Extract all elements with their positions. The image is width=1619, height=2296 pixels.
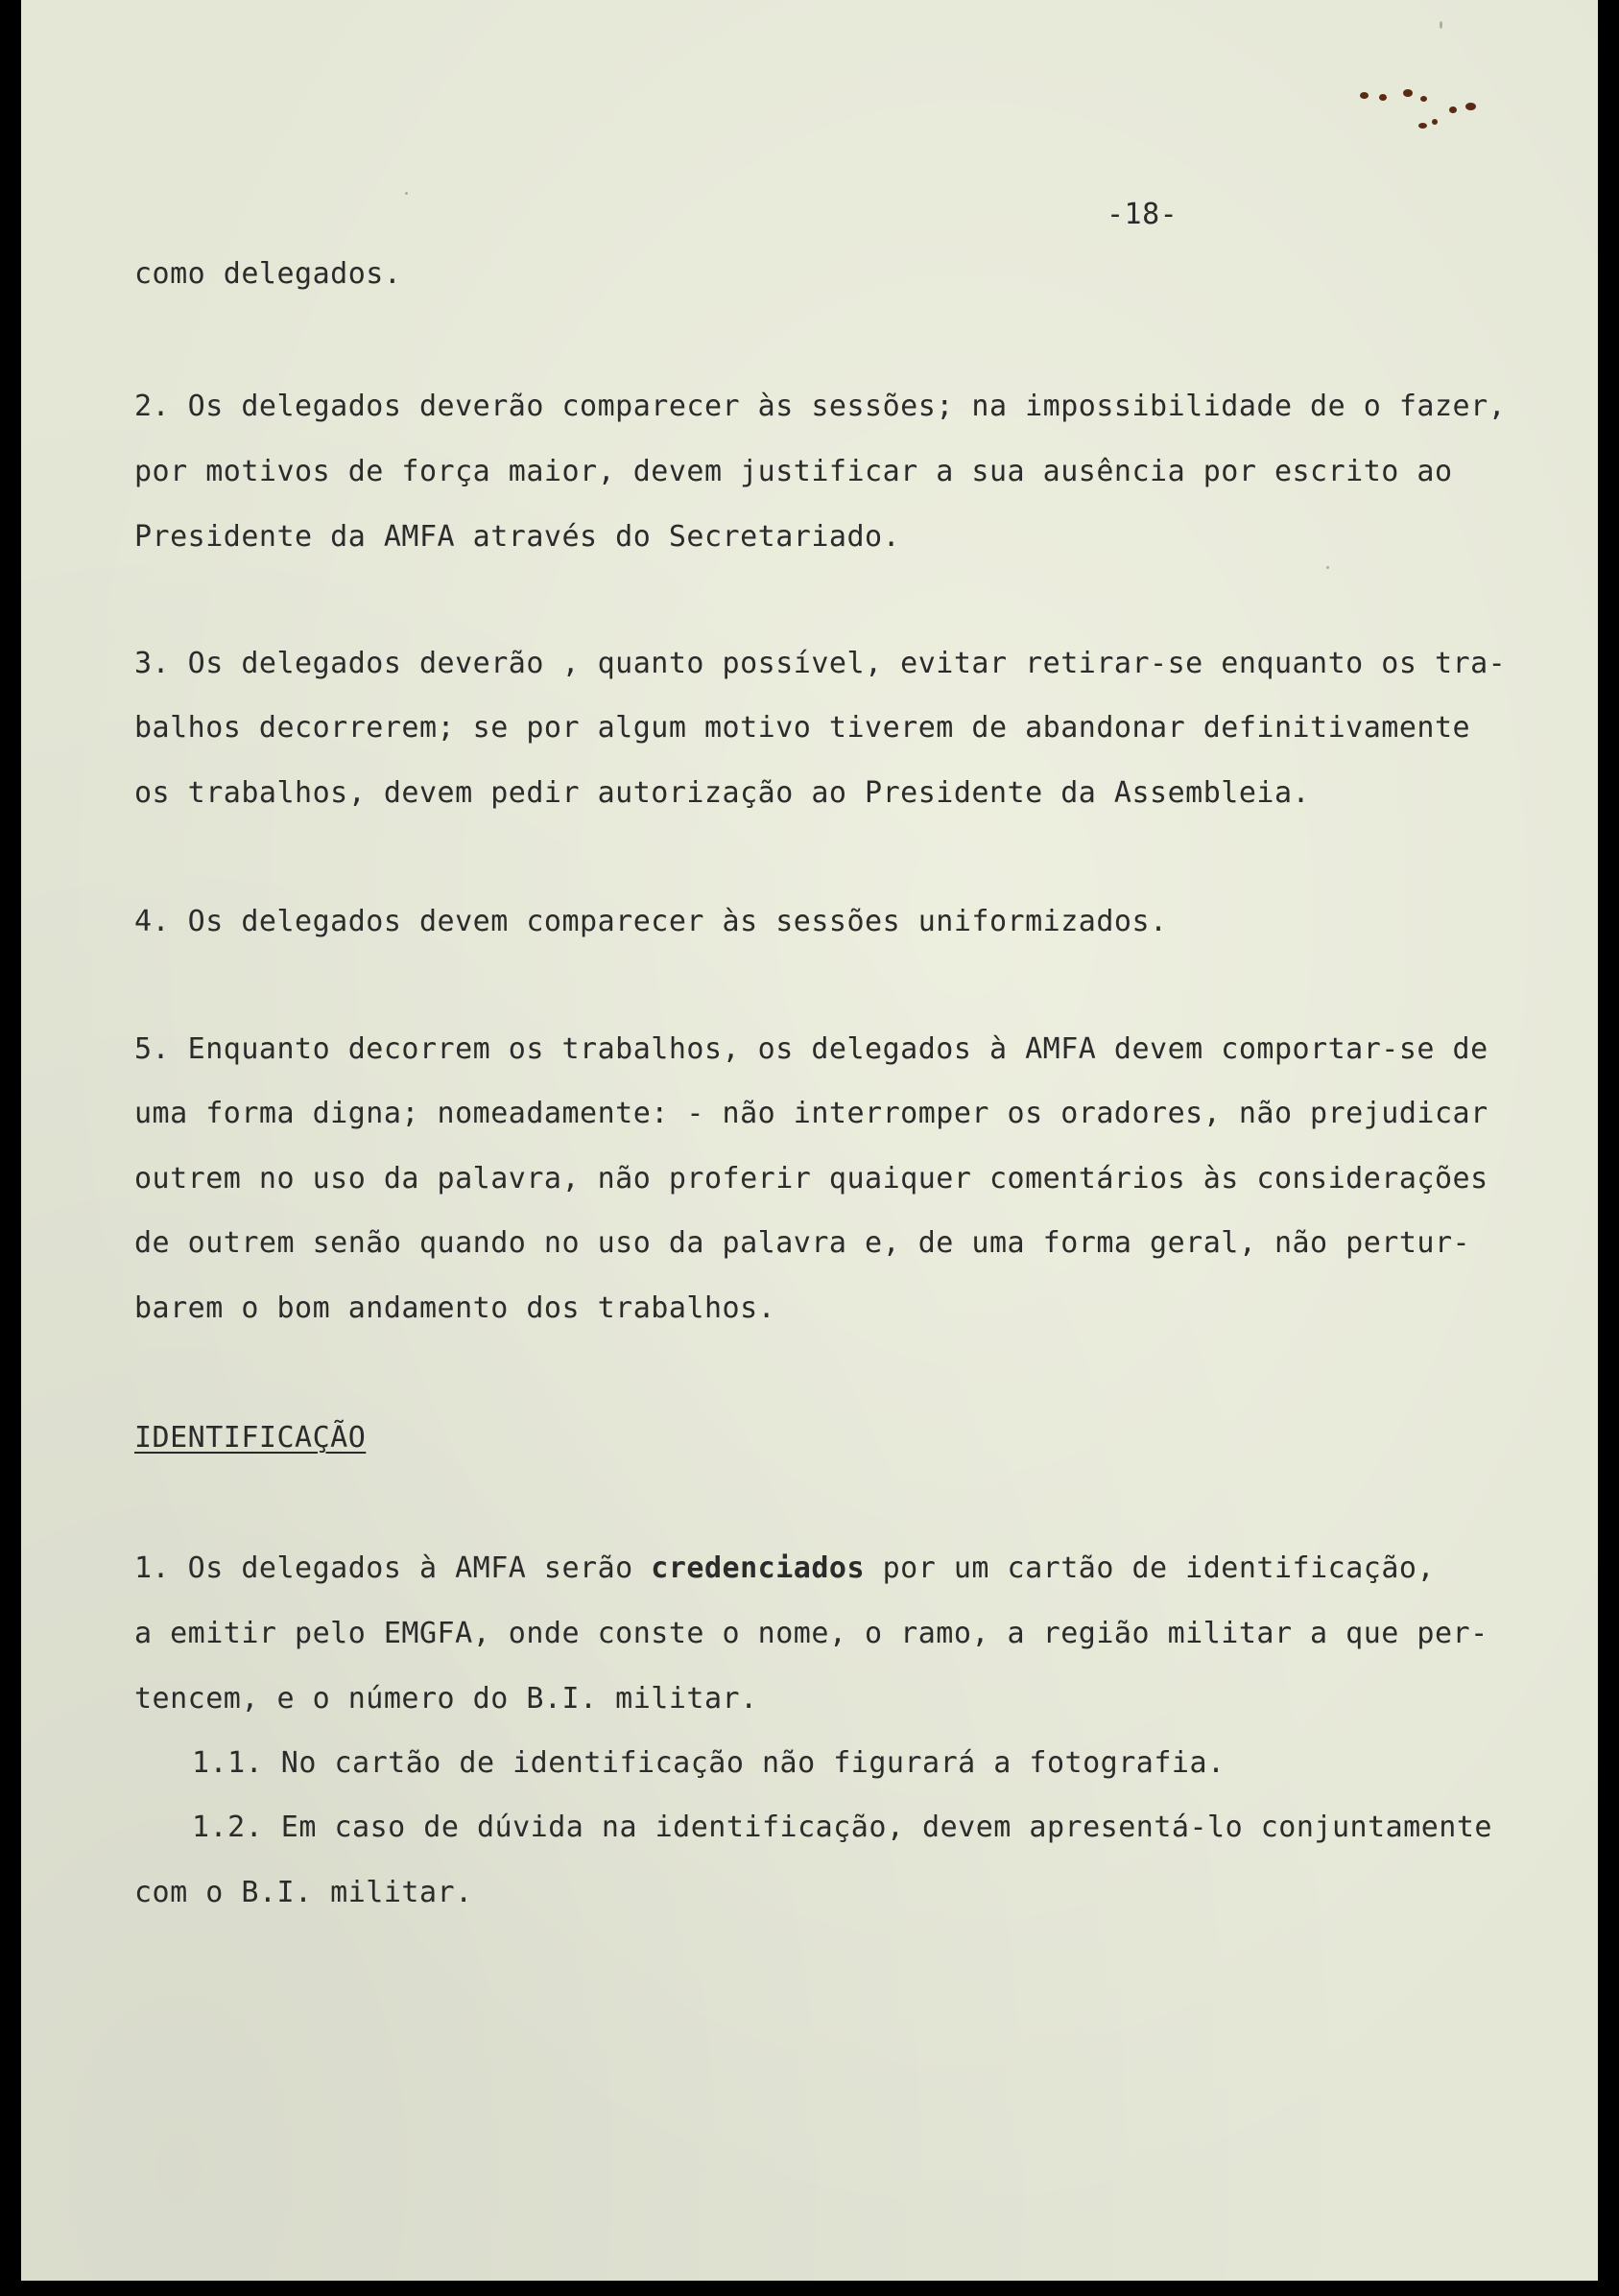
- text-line: tencem, e o número do B.I. militar.: [134, 1682, 758, 1716]
- text-line: 3. Os delegados deverão , quanto possível, evitar retirar-se enquanto os tra-: [134, 647, 1507, 680]
- ink-stain: [1379, 94, 1387, 101]
- paper-speck: [405, 192, 408, 195]
- text-line: a emitir pelo EMGFA, onde conste o nome, o ramo, a região militar a que per-: [134, 1617, 1488, 1650]
- ink-stain: [1403, 89, 1413, 97]
- text-line: com o B.I. militar.: [134, 1876, 473, 1909]
- text-line: 4. Os delegados devem comparecer às sessões uniformizados.: [134, 905, 1168, 938]
- text-line: os trabalhos, devem pedir autorização ao Presidente da Assembleia.: [134, 776, 1311, 810]
- text-line: 1.1. No cartão de identificação não figurará a fotografia.: [192, 1746, 1226, 1780]
- text-line: balhos decorrerem; se por algum motivo tiverem de abandonar definitivamente: [134, 711, 1471, 745]
- ink-stain: [1432, 119, 1438, 125]
- section-heading: IDENTIFICAÇÃO: [134, 1421, 367, 1455]
- text-line: [134, 1551, 1436, 1585]
- paper-speck: [1326, 566, 1329, 569]
- text-line: outrem no uso da palavra, não proferir quaiquer comentários às considerações: [134, 1162, 1488, 1195]
- text-line: 2. Os delegados deverão comparecer às sessões; na impossibilidade de o fazer,: [134, 390, 1507, 423]
- ink-stain: [1465, 103, 1476, 110]
- ink-stain: [1360, 92, 1369, 99]
- ink-stain: [1449, 107, 1457, 113]
- page-number: -18-: [1107, 198, 1179, 231]
- text-line: barem o bom andamento dos trabalhos.: [134, 1291, 776, 1325]
- document-page: [21, 0, 1598, 2281]
- text-line: por motivos de força maior, devem justificar a sua ausência por escrito ao: [134, 455, 1453, 488]
- text-line: Presidente da AMFA através do Secretariado.: [134, 520, 901, 554]
- text-line: 5. Enquanto decorrem os trabalhos, os delegados à AMFA devem comportar-se de: [134, 1032, 1488, 1066]
- ink-stain: [1420, 96, 1427, 102]
- ink-stain: [1418, 123, 1427, 129]
- text-segment: 1. Os delegados à AMFA serão: [134, 1551, 652, 1585]
- text-line: 1.2. Em caso de dúvida na identificação, devem apresentá-lo conjuntamente: [192, 1811, 1492, 1844]
- paper-speck: [1440, 21, 1442, 29]
- text-line: de outrem senão quando no uso da palavra e, de uma forma geral, não pertur-: [134, 1226, 1471, 1260]
- text-line: como delegados.: [134, 257, 402, 291]
- text-segment-bold: credenciados: [651, 1551, 866, 1585]
- text-segment: por um cartão de identificação,: [865, 1551, 1436, 1585]
- text-line: uma forma digna; nomeadamente: - não interromper os oradores, não prejudicar: [134, 1097, 1488, 1130]
